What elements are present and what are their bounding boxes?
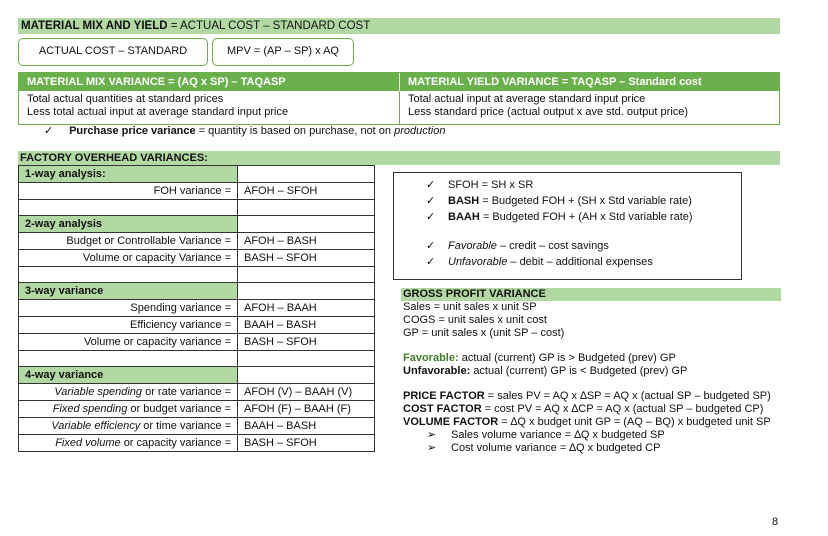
efficiency-variance-label: Efficiency variance = <box>19 317 238 334</box>
mpv-box <box>212 38 354 66</box>
gp-cogs: COGS = unit sales x unit cost <box>403 314 547 326</box>
efficiency-variance-value: BAAH – BASH <box>238 317 375 334</box>
gp-unfavorable <box>403 365 781 378</box>
mix-variance-body <box>19 93 399 125</box>
section-1way: 1-way analysis: <box>19 166 238 183</box>
price-factor-text: = sales PV = AQ x ∆SP = AQ x (actual SP – budgeted SP) <box>487 390 771 402</box>
blank-cell <box>19 267 238 283</box>
note-favorable <box>426 240 741 253</box>
note-baah <box>426 211 741 224</box>
gp-title: GROSS PROFIT VARIANCE <box>403 288 546 300</box>
actual-cost-box <box>18 38 208 66</box>
gp-unfavorable-text: actual (current) GP is < Budgeted (prev) GP <box>473 365 688 377</box>
mix-variance-header-text: MATERIAL MIX VARIANCE = (AQ x SP) – TAQASP <box>27 76 286 88</box>
blank-cell <box>238 216 375 233</box>
table-row <box>19 401 375 418</box>
table-row <box>19 351 375 367</box>
table-row <box>19 216 375 233</box>
variable-spending-label <box>19 384 238 401</box>
blank-cell <box>19 200 238 216</box>
table-row <box>19 267 375 283</box>
table-row <box>19 384 375 401</box>
note-bash-text: = Budgeted FOH + (SH x Std variable rate) <box>482 195 692 207</box>
table-row <box>19 233 375 250</box>
foh-title: FACTORY OVERHEAD VARIANCES: <box>20 152 208 164</box>
mix-yield-header-bar <box>18 18 780 34</box>
mix-line-1: Total actual quantities at standard prices <box>27 93 224 105</box>
gp-cost-factor <box>403 403 781 416</box>
check-icon: ✓ <box>44 125 54 137</box>
arrow-icon: ➢ <box>427 442 437 454</box>
ppv-label: Purchase price variance <box>69 125 196 137</box>
gp-favorable-label: Favorable: <box>403 352 459 364</box>
check-icon: ✓ <box>426 256 436 268</box>
note-unfavorable <box>426 256 741 269</box>
gp-favorable-text: actual (current) GP is > Budgeted (prev) GP <box>461 352 676 364</box>
ppv-italic: production <box>394 125 446 137</box>
mix-yield-table <box>18 72 780 125</box>
fixed-volume-label <box>19 435 238 452</box>
cost-volume-text: Cost volume variance = ∆Q x budgeted CP <box>451 442 661 454</box>
gp-unfavorable-label: Unfavorable: <box>403 365 471 377</box>
table-row <box>19 250 375 267</box>
table-row <box>19 435 375 452</box>
table-row <box>19 367 375 384</box>
yield-variance-header <box>399 73 779 91</box>
note-bash-label: BASH <box>448 195 480 207</box>
spending-variance-value: AFOH – BAAH <box>238 300 375 317</box>
fixed-volume-value: BASH – SFOH <box>238 435 375 452</box>
cost-factor-text: = cost PV = AQ x ∆CP = AQ x (actual SP – budgeted CP) <box>484 403 764 415</box>
note-sfoh-text: SFOH = SH x SR <box>448 179 534 191</box>
arrow-icon: ➢ <box>427 429 437 441</box>
budget-variance-value: AFOH – BASH <box>238 233 375 250</box>
blank-cell <box>238 200 375 216</box>
check-icon: ✓ <box>426 211 436 223</box>
variable-efficiency-italic: Variable efficiency <box>51 420 141 432</box>
section-4way: 4-way variance <box>19 367 238 384</box>
table-row <box>19 166 375 183</box>
blank-cell <box>238 283 375 300</box>
gp-sales-volume <box>403 429 781 442</box>
blank-cell <box>238 351 375 367</box>
gp-favorable <box>403 352 781 365</box>
price-factor-label: PRICE FACTOR <box>403 390 485 402</box>
volume-variance-value: BASH – SFOH <box>238 250 375 267</box>
yield-variance-header-text: MATERIAL YIELD VARIANCE = TAQASP – Standard cost <box>408 76 702 88</box>
fixed-spending-italic: Fixed spending <box>52 403 128 415</box>
section-3way: 3-way variance <box>19 283 238 300</box>
volume-factor-text: = ∆Q x budget unit GP = (AQ – BQ) x budgeted unit SP <box>501 416 771 428</box>
blank-cell <box>238 166 375 183</box>
note-sfoh <box>426 179 741 192</box>
fixed-volume-rest: or capacity variance = <box>123 437 231 449</box>
table-row <box>19 283 375 300</box>
yield-variance-body <box>399 91 779 124</box>
fixed-spending-value: AFOH (F) – BAAH (F) <box>238 401 375 418</box>
actual-cost-box-label: ACTUAL COST – STANDARD <box>38 45 188 57</box>
gp-body <box>403 301 781 455</box>
table-row <box>19 334 375 351</box>
volume-factor-label: VOLUME FACTOR <box>403 416 499 428</box>
sales-volume-text: Sales volume variance = ∆Q x budgeted SP <box>451 429 665 441</box>
foh-variance-label: FOH variance = <box>19 183 238 200</box>
gp-volume-factor <box>403 416 781 429</box>
mpv-box-label: MPV = (AP – SP) x AQ <box>227 45 339 57</box>
note-unfavorable-label: Unfavorable <box>448 256 508 268</box>
foh-notes-box <box>393 172 742 280</box>
volume3-variance-value: BASH – SFOH <box>238 334 375 351</box>
variable-efficiency-rest: or time variance = <box>143 420 231 432</box>
table-row <box>19 183 375 200</box>
note-bash <box>426 195 741 208</box>
mix-variance-header <box>19 73 399 91</box>
table-row <box>19 418 375 435</box>
blank-cell <box>238 367 375 384</box>
check-icon: ✓ <box>426 240 436 252</box>
variable-spending-rest: or rate variance = <box>145 386 231 398</box>
variable-efficiency-label <box>19 418 238 435</box>
fixed-spending-label <box>19 401 238 418</box>
volume-variance-label: Volume or capacity Variance = <box>19 250 238 267</box>
blank-cell <box>238 267 375 283</box>
table-row <box>19 317 375 334</box>
note-unfavorable-text: – debit – additional expenses <box>510 256 653 268</box>
section-2way: 2-way analysis <box>19 216 238 233</box>
gp-sales: Sales = unit sales x unit SP <box>403 301 537 313</box>
yield-line-2: Less standard price (actual output x ave std. output price) <box>408 106 689 118</box>
mix-yield-title-rest: = ACTUAL COST – STANDARD COST <box>170 20 371 32</box>
mix-yield-title: MATERIAL MIX AND YIELD <box>21 20 168 32</box>
gp-cost-volume <box>403 442 781 455</box>
spending-variance-label: Spending variance = <box>19 300 238 317</box>
variable-efficiency-value: BAAH – BASH <box>238 418 375 435</box>
fixed-volume-italic: Fixed volume <box>55 437 121 449</box>
foh-variance-value: AFOH – SFOH <box>238 183 375 200</box>
budget-variance-label: Budget or Controllable Variance = <box>19 233 238 250</box>
variable-spending-italic: Variable spending <box>54 386 143 398</box>
volume3-variance-label: Volume or capacity variance = <box>19 334 238 351</box>
mix-line-2: Less total actual input at average standard input price <box>27 106 289 118</box>
note-favorable-text: – credit – cost savings <box>499 240 609 252</box>
purchase-price-note <box>44 125 445 138</box>
note-favorable-label: Favorable <box>448 240 497 252</box>
foh-header-bar <box>18 151 780 165</box>
ppv-text: = quantity is based on purchase, not on <box>198 125 392 137</box>
gp-header-bar <box>401 288 781 301</box>
blank-cell <box>19 351 238 367</box>
fixed-spending-rest: or budget variance = <box>130 403 231 415</box>
table-row <box>19 300 375 317</box>
variable-spending-value: AFOH (V) – BAAH (V) <box>238 384 375 401</box>
yield-line-1: Total actual input at average standard input price <box>408 93 646 105</box>
foh-variance-table <box>18 165 375 452</box>
gp-price-factor <box>403 390 781 403</box>
check-icon: ✓ <box>426 195 436 207</box>
page-number: 8 <box>772 516 779 528</box>
table-row <box>19 200 375 216</box>
note-baah-text: = Budgeted FOH + (AH x Std variable rate) <box>482 211 693 223</box>
gp-formula: GP = unit sales x (unit SP – cost) <box>403 327 565 339</box>
note-baah-label: BAAH <box>448 211 480 223</box>
check-icon: ✓ <box>426 179 436 191</box>
cost-factor-label: COST FACTOR <box>403 403 482 415</box>
